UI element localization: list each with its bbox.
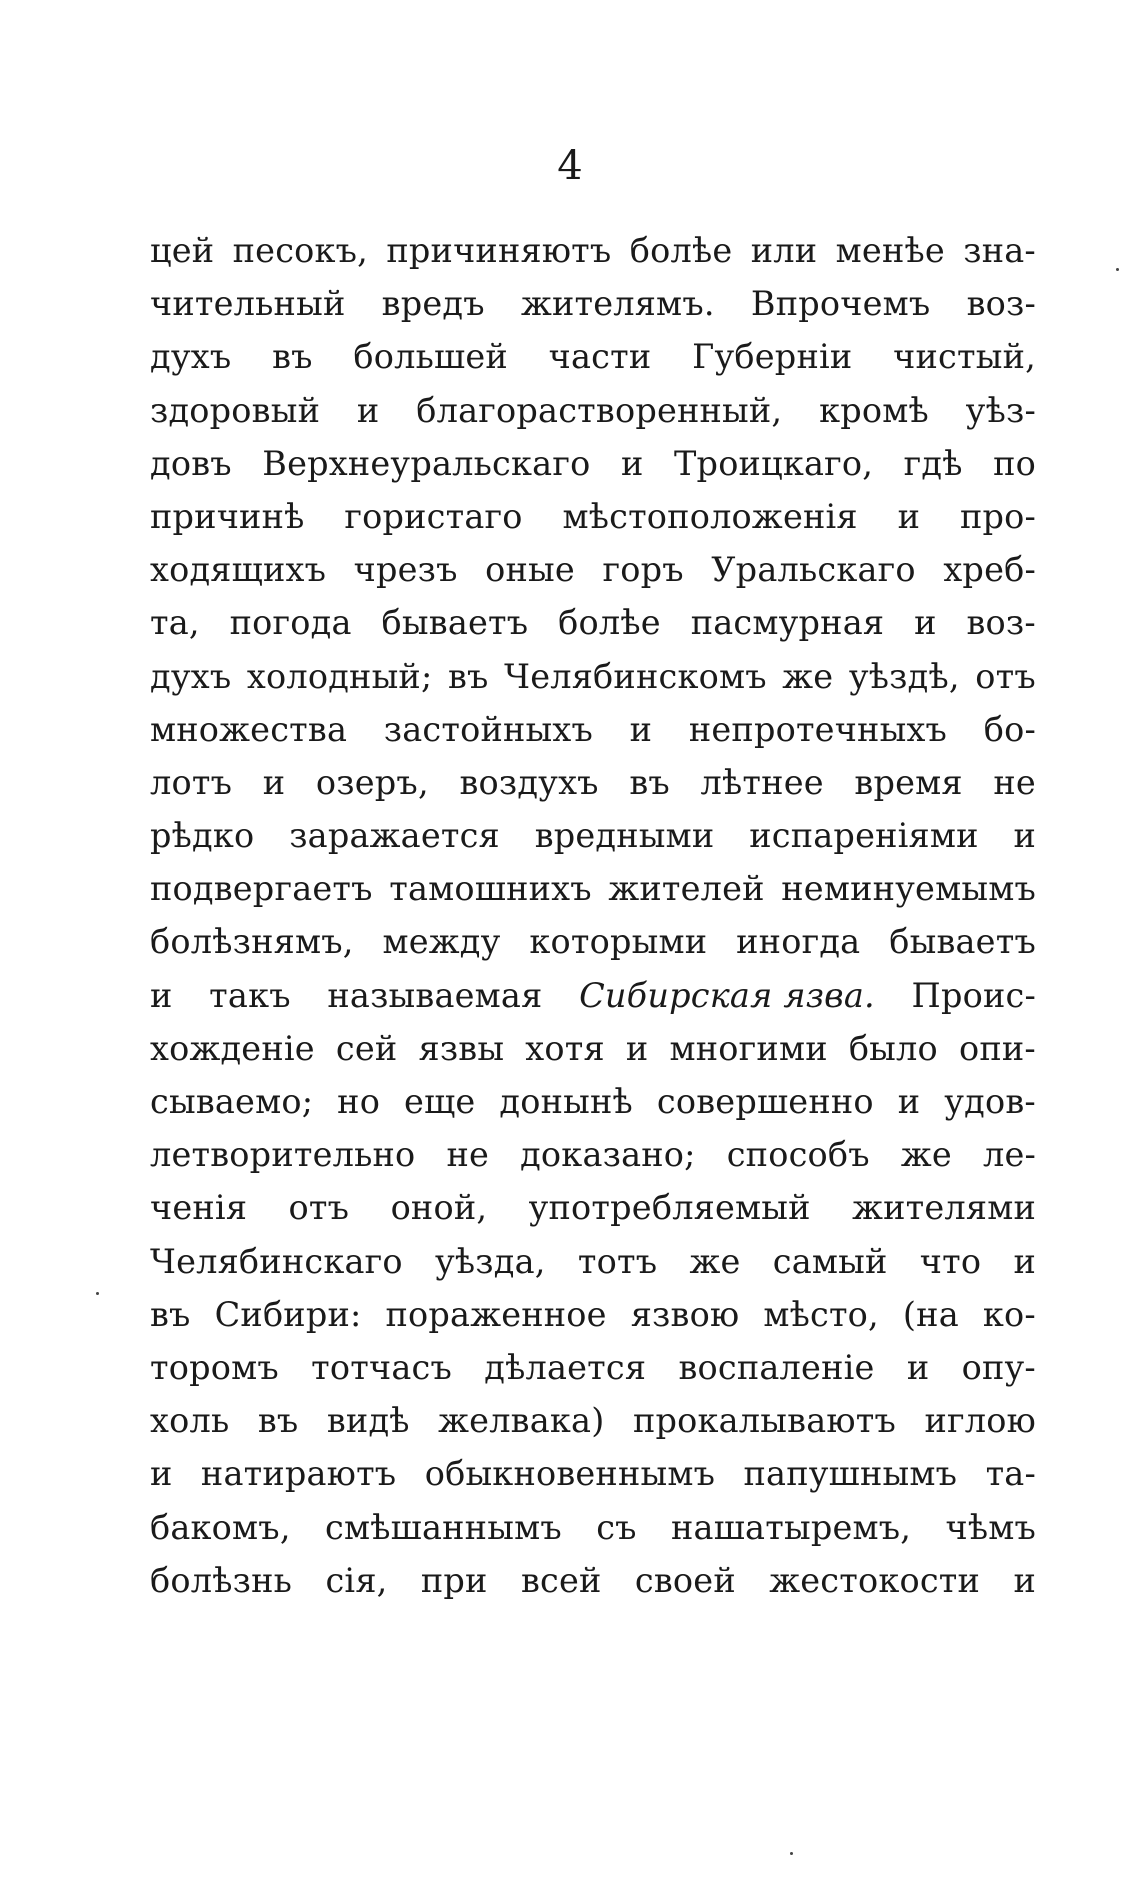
word: ле- (982, 1135, 1036, 1175)
word: хреб- (943, 550, 1036, 590)
word: холодный; (246, 656, 433, 696)
word: Челябинскомъ (504, 656, 767, 696)
word: же (900, 1135, 952, 1175)
word: чрезъ (353, 550, 458, 590)
word: въ (272, 337, 313, 377)
word: и (150, 1454, 173, 1494)
text-line (150, 862, 1036, 915)
word: еще (404, 1082, 476, 1121)
text-line (150, 650, 1036, 703)
word: чѣмъ (945, 1507, 1036, 1547)
word: донынѣ (499, 1082, 633, 1121)
word: пасмурная (690, 603, 885, 643)
word: было (848, 1028, 938, 1068)
text-line (150, 277, 1036, 330)
word: причиняютъ (386, 231, 612, 270)
word: цей (150, 231, 215, 270)
word: по (993, 443, 1036, 483)
word: бакомъ, (150, 1507, 291, 1547)
word: подвергаетъ (150, 869, 373, 909)
word: язвою (630, 1294, 740, 1334)
word: довъ (150, 443, 232, 483)
word: при (420, 1560, 488, 1600)
word: гористаго (344, 496, 523, 536)
word: папушнымъ (743, 1454, 958, 1494)
word: жителями (852, 1188, 1036, 1228)
word: желвака) (438, 1401, 605, 1441)
text-line (150, 1501, 1036, 1554)
word: менѣе (835, 231, 945, 270)
word: что (919, 1241, 982, 1281)
word: тамошнихъ (389, 869, 592, 909)
word: въ (257, 1401, 299, 1441)
word: болѣе (629, 231, 733, 270)
word: язвы (418, 1028, 505, 1068)
word: летворительно (150, 1135, 416, 1175)
word: ходящихъ (150, 550, 327, 590)
word: уѣз- (965, 390, 1036, 430)
print-speck (96, 1292, 99, 1295)
word: съ (596, 1507, 637, 1547)
word: и (1013, 816, 1036, 856)
word: время (854, 762, 963, 802)
word: ко- (982, 1294, 1036, 1334)
word: иногда (736, 922, 861, 962)
word: опу- (961, 1347, 1036, 1387)
word: видѣ (326, 1401, 410, 1441)
word: ченія (150, 1188, 248, 1228)
word: и (356, 390, 380, 430)
text-line (150, 1075, 1036, 1128)
word: натираютъ (200, 1454, 397, 1494)
word: и (625, 1028, 649, 1068)
word: про- (959, 496, 1036, 536)
word: же (782, 656, 834, 696)
word: части (548, 337, 652, 377)
word: и (897, 496, 921, 536)
word: болѣзнь (150, 1560, 293, 1600)
text-line (150, 596, 1036, 649)
word: въ (629, 762, 670, 802)
word: большей (353, 337, 508, 377)
text-line (150, 756, 1036, 809)
word: бываетъ (889, 922, 1036, 962)
word: гдѣ (903, 443, 963, 483)
word: кромѣ (819, 390, 929, 430)
word: жестокости (769, 1560, 981, 1600)
text-line (150, 969, 1036, 1022)
word: и (1013, 1241, 1036, 1281)
word: и (1013, 1560, 1036, 1600)
word: холь (150, 1401, 230, 1441)
text-line (150, 809, 1036, 862)
word: не (993, 762, 1036, 802)
word: воспаленіе (678, 1347, 875, 1387)
word: или (750, 231, 818, 270)
word: Уральскаго (711, 550, 916, 590)
word: уѣздѣ, (848, 656, 960, 696)
word: не (446, 1135, 490, 1175)
text-line (150, 1235, 1036, 1288)
word: многими (669, 1028, 828, 1068)
text-line (150, 1288, 1036, 1341)
word: удов- (944, 1082, 1036, 1121)
word: зна- (963, 231, 1036, 270)
word: Челябинскаго (150, 1241, 403, 1281)
word: и (897, 1082, 921, 1121)
word: (на (902, 1294, 959, 1334)
word: иглою (924, 1401, 1036, 1441)
word: озеръ, (315, 762, 429, 802)
word: обыкновеннымъ (424, 1454, 716, 1494)
print-speck (790, 1852, 793, 1855)
italic-phrase: Сибирская язва. (579, 975, 875, 1015)
word: и (629, 709, 653, 749)
word: духъ (150, 656, 232, 696)
word: благорастворенный, (416, 390, 783, 430)
word: та- (985, 1454, 1036, 1494)
word: жителямъ. (520, 284, 715, 324)
word: лотъ (150, 762, 233, 802)
word: торомъ (150, 1347, 279, 1387)
word: опи- (958, 1028, 1036, 1068)
word: хотя (525, 1028, 605, 1068)
word: и (914, 603, 937, 643)
word: дѣлается (484, 1347, 647, 1387)
word: тотъ (577, 1241, 658, 1281)
word: чистый, (893, 337, 1036, 377)
text-line (150, 1128, 1036, 1181)
word: употребляемый (528, 1188, 811, 1228)
word: между (382, 922, 501, 962)
word: духъ (150, 337, 232, 377)
word: лѣтнее (700, 762, 824, 802)
word: бо- (983, 709, 1036, 749)
word: сей (335, 1028, 398, 1068)
word: воз- (966, 603, 1036, 643)
word: Губерніи (692, 337, 853, 377)
word: неминуемымъ (781, 869, 1036, 909)
word: вредными (534, 816, 715, 856)
word: бываетъ (381, 603, 529, 643)
word: прокалываютъ (632, 1401, 896, 1441)
word: нашатыремъ, (671, 1507, 912, 1547)
word: доказано; (520, 1135, 696, 1175)
word: Проис- (911, 975, 1036, 1015)
word: пораженное (385, 1294, 607, 1334)
word: совершенно (656, 1082, 874, 1121)
text-line (150, 1181, 1036, 1234)
word: оной, (390, 1188, 488, 1228)
word: своей (634, 1560, 736, 1600)
word: болѣе (558, 603, 661, 643)
text-line (150, 490, 1036, 543)
word: такъ (209, 975, 291, 1015)
word: которыми (529, 922, 708, 962)
word: мѣстоположенія (562, 496, 858, 536)
word: причинѣ (150, 496, 305, 536)
word: жителей (608, 869, 765, 909)
word: же (689, 1241, 741, 1281)
text-line (150, 330, 1036, 383)
word: и (262, 762, 286, 802)
word: но (337, 1082, 381, 1121)
word: отъ (975, 656, 1036, 696)
text-line (150, 1022, 1036, 1075)
word: рѣдко (150, 816, 255, 856)
word: чительный (150, 284, 346, 324)
word: множества (150, 709, 348, 749)
word: уѣзда, (435, 1241, 546, 1281)
word: песокъ, (232, 231, 369, 270)
text-line (150, 1554, 1036, 1607)
word: называемая (327, 975, 543, 1015)
text-line (150, 543, 1036, 596)
text-line (150, 1341, 1036, 1394)
word: въ (448, 656, 489, 696)
word: Впрочемъ (750, 284, 931, 324)
word: испареніями (749, 816, 979, 856)
text-line (150, 384, 1036, 437)
word: и (620, 443, 644, 483)
word: вредъ (381, 284, 485, 324)
text-line (150, 1447, 1036, 1500)
word: болѣзнямъ, (150, 922, 354, 962)
word: сываемо; (150, 1082, 314, 1121)
word: смѣшаннымъ (325, 1507, 562, 1547)
word: всей (520, 1560, 602, 1600)
word: воз- (966, 284, 1036, 324)
word: тотчасъ (311, 1347, 452, 1387)
word: та, (150, 603, 200, 643)
word: мѣсто, (763, 1294, 879, 1334)
word: застойныхъ (383, 709, 594, 749)
word: здоровый (150, 390, 321, 430)
text-line (150, 224, 1036, 277)
word: горъ (602, 550, 684, 590)
word: отъ (288, 1188, 350, 1228)
word: способъ (726, 1135, 870, 1175)
word: въ (150, 1294, 191, 1334)
word: хожденіе (150, 1028, 315, 1068)
word: самый (772, 1241, 888, 1281)
word: заражается (289, 816, 500, 856)
print-speck (1116, 268, 1119, 271)
page-number: 4 (557, 143, 583, 189)
text-line (150, 437, 1036, 490)
text-line (150, 915, 1036, 968)
word: Сибири: (214, 1294, 362, 1334)
word: Верхнеуральскаго (262, 443, 591, 483)
word: погода (229, 603, 352, 643)
word: непротечныхъ (688, 709, 948, 749)
word: оные (485, 550, 575, 590)
word: и (150, 975, 173, 1015)
word: воздухъ (459, 762, 599, 802)
word: Троицкаго, (674, 443, 874, 483)
text-line (150, 703, 1036, 756)
word: сія, (325, 1560, 388, 1600)
word: и (906, 1347, 930, 1387)
text-line (150, 1394, 1036, 1447)
body-text (150, 224, 1036, 1607)
